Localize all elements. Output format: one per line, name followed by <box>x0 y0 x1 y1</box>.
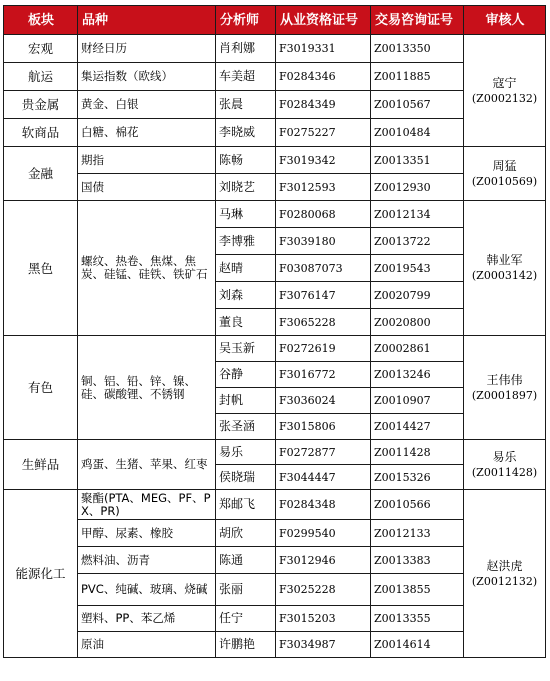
reviewer-code: (Z0002132) <box>471 91 538 105</box>
variety-cell: 期指 <box>78 147 216 174</box>
variety-cell: 鸡蛋、生猪、苹果、红枣 <box>78 440 216 490</box>
sector-cell: 宏观 <box>4 35 78 63</box>
analyst-cell: 陈畅 <box>216 147 276 174</box>
cert-cell: F3016772 <box>276 362 371 388</box>
reviewer-name: 赵洪虎 <box>486 558 523 573</box>
variety-cell: 塑料、PP、苯乙烯 <box>78 606 216 632</box>
reviewer-code: (Z0003142) <box>471 269 538 282</box>
analyst-cell: 张丽 <box>216 574 276 606</box>
consult-cell: Z0020799 <box>371 282 464 309</box>
consult-cell: Z0013355 <box>371 606 464 632</box>
reviewer-cell <box>464 490 546 658</box>
variety-cell: 燃料油、沥青 <box>78 547 216 574</box>
consult-cell: Z0012133 <box>371 520 464 547</box>
reviewer-name: 韩业军 <box>486 253 523 267</box>
cert-cell: F0272619 <box>276 336 371 362</box>
cert-cell: F3034987 <box>276 632 371 658</box>
table-row <box>4 201 546 228</box>
analyst-cell: 张圣涵 <box>216 414 276 440</box>
cert-cell: F3065228 <box>276 309 371 336</box>
reviewer-name: 周猛 <box>492 158 517 173</box>
variety-cell: 铜、铝、铅、锌、镍、硅、碳酸锂、不锈钢 <box>78 336 216 440</box>
variety-cell: 国债 <box>78 174 216 201</box>
consult-cell: Z0011428 <box>371 440 464 465</box>
cert-cell: F03087073 <box>276 255 371 282</box>
cert-cell: F3015806 <box>276 414 371 440</box>
consult-cell: Z0013351 <box>371 147 464 174</box>
reviewer-code: (Z0011428) <box>471 465 538 479</box>
header-variety: 品种 <box>78 6 216 35</box>
cert-cell: F0272877 <box>276 440 371 465</box>
reviewer-cell <box>464 147 546 201</box>
cert-cell: F3039180 <box>276 228 371 255</box>
consult-cell: Z0013246 <box>371 362 464 388</box>
analyst-cell: 侯晓瑞 <box>216 465 276 490</box>
header-reviewer: 审核人 <box>464 6 546 35</box>
consult-cell: Z0014427 <box>371 414 464 440</box>
sector-cell: 生鲜品 <box>4 440 78 490</box>
consult-cell: Z0013855 <box>371 574 464 606</box>
header-analyst: 分析师 <box>216 6 276 35</box>
consult-cell: Z0010566 <box>371 490 464 520</box>
reviewer-cell <box>464 336 546 440</box>
analyst-cell: 张晨 <box>216 91 276 119</box>
variety-cell: 白糖、棉花 <box>78 119 216 147</box>
analyst-cell: 马琳 <box>216 201 276 228</box>
reviewer-cell <box>464 35 546 147</box>
reviewer-cell <box>464 440 546 490</box>
analyst-cell: 任宁 <box>216 606 276 632</box>
header-row <box>4 6 546 35</box>
analyst-cell: 陈通 <box>216 547 276 574</box>
consult-cell: Z0012930 <box>371 174 464 201</box>
analyst-table <box>3 5 546 658</box>
analyst-cell: 肖利娜 <box>216 35 276 63</box>
cert-cell: F3036024 <box>276 388 371 414</box>
analyst-cell: 谷静 <box>216 362 276 388</box>
consult-cell: Z0019543 <box>371 255 464 282</box>
consult-cell: Z0013722 <box>371 228 464 255</box>
reviewer-cell <box>464 201 546 336</box>
cert-cell: F3076147 <box>276 282 371 309</box>
analyst-cell: 刘森 <box>216 282 276 309</box>
cert-cell: F3012593 <box>276 174 371 201</box>
cert-cell: F0284346 <box>276 63 371 91</box>
analyst-cell: 吴玉新 <box>216 336 276 362</box>
cert-cell: F0275227 <box>276 119 371 147</box>
sector-cell: 航运 <box>4 63 78 91</box>
cert-cell: F0280068 <box>276 201 371 228</box>
cert-cell: F3019331 <box>276 35 371 63</box>
variety-cell: 黄金、白银 <box>78 91 216 119</box>
analyst-cell: 许鹏艳 <box>216 632 276 658</box>
reviewer-code: (Z0001897) <box>471 388 538 402</box>
sector-cell: 黑色 <box>4 201 78 336</box>
consult-cell: Z0013350 <box>371 35 464 63</box>
analyst-cell: 李晓威 <box>216 119 276 147</box>
variety-cell: 聚酯(PTA、MEG、PF、PX、PR) <box>78 490 216 520</box>
analyst-cell: 刘晓艺 <box>216 174 276 201</box>
table-row <box>4 35 546 63</box>
sector-cell: 有色 <box>4 336 78 440</box>
analyst-cell: 车美超 <box>216 63 276 91</box>
cert-cell: F3015203 <box>276 606 371 632</box>
consult-cell: Z0012134 <box>371 201 464 228</box>
header-cert: 从业资格证号 <box>276 6 371 35</box>
analyst-cell: 易乐 <box>216 440 276 465</box>
reviewer-name: 王伟伟 <box>486 372 523 387</box>
table-row <box>4 490 546 520</box>
sector-cell: 金融 <box>4 147 78 201</box>
analyst-cell: 李博雅 <box>216 228 276 255</box>
cert-cell: F3019342 <box>276 147 371 174</box>
consult-cell: Z0015326 <box>371 465 464 490</box>
variety-cell: PVC、纯碱、玻璃、烧碱 <box>78 574 216 606</box>
sector-cell: 贵金属 <box>4 91 78 119</box>
consult-cell: Z0010484 <box>371 119 464 147</box>
variety-cell: 财经日历 <box>78 35 216 63</box>
consult-cell: Z0002861 <box>371 336 464 362</box>
header-sector: 板块 <box>4 6 78 35</box>
analyst-cell: 胡欣 <box>216 520 276 547</box>
variety-cell: 集运指数（欧线） <box>78 63 216 91</box>
cert-cell: F3044447 <box>276 465 371 490</box>
analyst-cell: 赵晴 <box>216 255 276 282</box>
cert-cell: F3025228 <box>276 574 371 606</box>
table-row <box>4 336 546 362</box>
consult-cell: Z0011885 <box>371 63 464 91</box>
reviewer-name: 寇宁 <box>492 75 517 90</box>
reviewer-name: 易乐 <box>492 449 517 464</box>
cert-cell: F0299540 <box>276 520 371 547</box>
cert-cell: F0284349 <box>276 91 371 119</box>
consult-cell: Z0014614 <box>371 632 464 658</box>
reviewer-code: (Z0012132) <box>471 574 538 588</box>
analyst-cell: 董良 <box>216 309 276 336</box>
sector-cell: 软商品 <box>4 119 78 147</box>
analyst-cell: 封帆 <box>216 388 276 414</box>
table-row <box>4 440 546 465</box>
table-row <box>4 147 546 174</box>
consult-cell: Z0010567 <box>371 91 464 119</box>
header-consult: 交易咨询证号 <box>371 6 464 35</box>
variety-cell: 甲醇、尿素、橡胶 <box>78 520 216 547</box>
sector-cell: 能源化工 <box>4 490 78 658</box>
variety-cell: 原油 <box>78 632 216 658</box>
reviewer-code: (Z0010569) <box>471 174 538 188</box>
cert-cell: F0284348 <box>276 490 371 520</box>
consult-cell: Z0020800 <box>371 309 464 336</box>
cert-cell: F3012946 <box>276 547 371 574</box>
consult-cell: Z0010907 <box>371 388 464 414</box>
analyst-cell: 郑邮飞 <box>216 490 276 520</box>
variety-cell: 螺纹、热卷、焦煤、焦炭、硅锰、硅铁、铁矿石 <box>78 201 216 336</box>
consult-cell: Z0013383 <box>371 547 464 574</box>
